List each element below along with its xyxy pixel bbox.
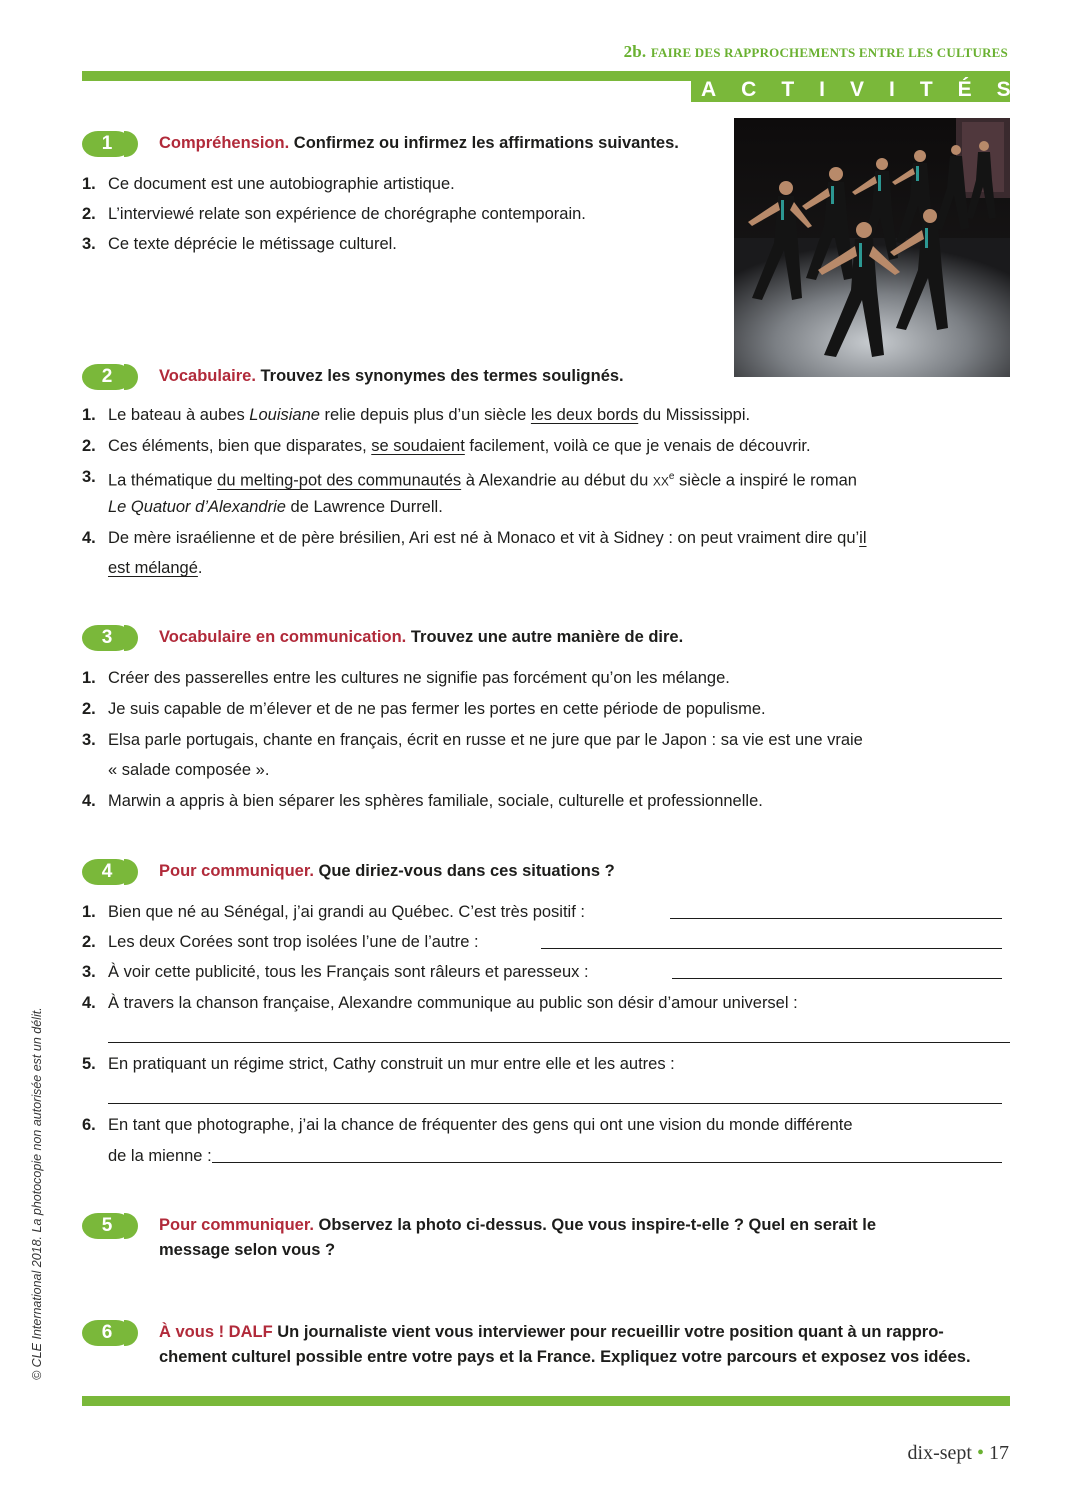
exercise-5-title (159, 1213, 876, 1238)
exercise-2-instruction: Trouvez les synonymes des termes soulignés. (255, 367, 624, 385)
page-number: dix-sept • 17 (907, 1442, 1009, 1464)
exercise-6-badge: 6 (82, 1320, 132, 1346)
exercise-4-instruction: Que diriez-vous dans ces situations ? (313, 862, 615, 880)
answer-line[interactable] (108, 1042, 1010, 1043)
exercise-4-badge: 4 (82, 859, 132, 885)
chapter-number: 2b. (623, 42, 647, 61)
exercise-2-badge: 2 (82, 364, 132, 390)
exercise-6-instruction-cont: chement culturel possible entre votre pays et la France. Expliquez votre parcours et exposez vos idées. (159, 1348, 971, 1366)
exercise-5-keyword: Pour communiquer. (159, 1216, 314, 1234)
bullet-icon: • (976, 1442, 984, 1464)
exercise-1-badge: 1 (82, 131, 132, 157)
exercise-6-title (159, 1320, 944, 1345)
answer-line[interactable] (541, 948, 1002, 949)
exercise-1-instruction: Confirmez ou infirmez les affirmations suivantes. (289, 134, 679, 152)
exercise-5-badge: 5 (82, 1213, 132, 1239)
answer-line[interactable] (108, 1103, 1002, 1104)
exercise-4-title (159, 859, 615, 884)
chapter-heading (624, 42, 1008, 62)
exercise-1-keyword: Compréhension. (159, 134, 290, 152)
section-label: ACTIVITÉS (691, 77, 1010, 102)
exercise-6-keyword: À vous ! DALF (159, 1323, 273, 1341)
exercise-5-instruction-cont: message selon vous ? (159, 1241, 336, 1259)
exercise-3-badge: 3 (82, 625, 132, 651)
exercise-3-instruction: Trouvez une autre manière de dire. (406, 628, 684, 646)
exercise-1-title (159, 131, 679, 156)
exercise-2-title (159, 364, 624, 389)
exercise-4-keyword: Pour communiquer. (159, 862, 314, 880)
answer-line[interactable] (670, 918, 1002, 919)
chapter-title: FAIRE DES RAPPROCHEMENTS ENTRE LES CULTURES (650, 45, 1008, 60)
copyright-notice: © CLE International 2018. La photocopie non autorisée est un délit. (30, 1007, 44, 1380)
exercise-3-keyword: Vocabulaire en communication. (159, 628, 407, 646)
footer-rule (82, 1396, 1010, 1406)
answer-line[interactable] (672, 978, 1002, 979)
exercise-6-instruction: Un journaliste vient vous interviewer pour recueillir votre position quant à un rappro- (272, 1323, 944, 1341)
dancers-photo (734, 118, 1010, 377)
dancers-illustration (734, 118, 1010, 377)
exercise-5-instruction: Observez la photo ci-dessus. Que vous inspire-t-elle ? Quel en serait le (313, 1216, 877, 1234)
exercise-3-title (159, 625, 683, 650)
answer-line[interactable] (212, 1162, 1002, 1163)
exercise-2-keyword: Vocabulaire. (159, 367, 256, 385)
